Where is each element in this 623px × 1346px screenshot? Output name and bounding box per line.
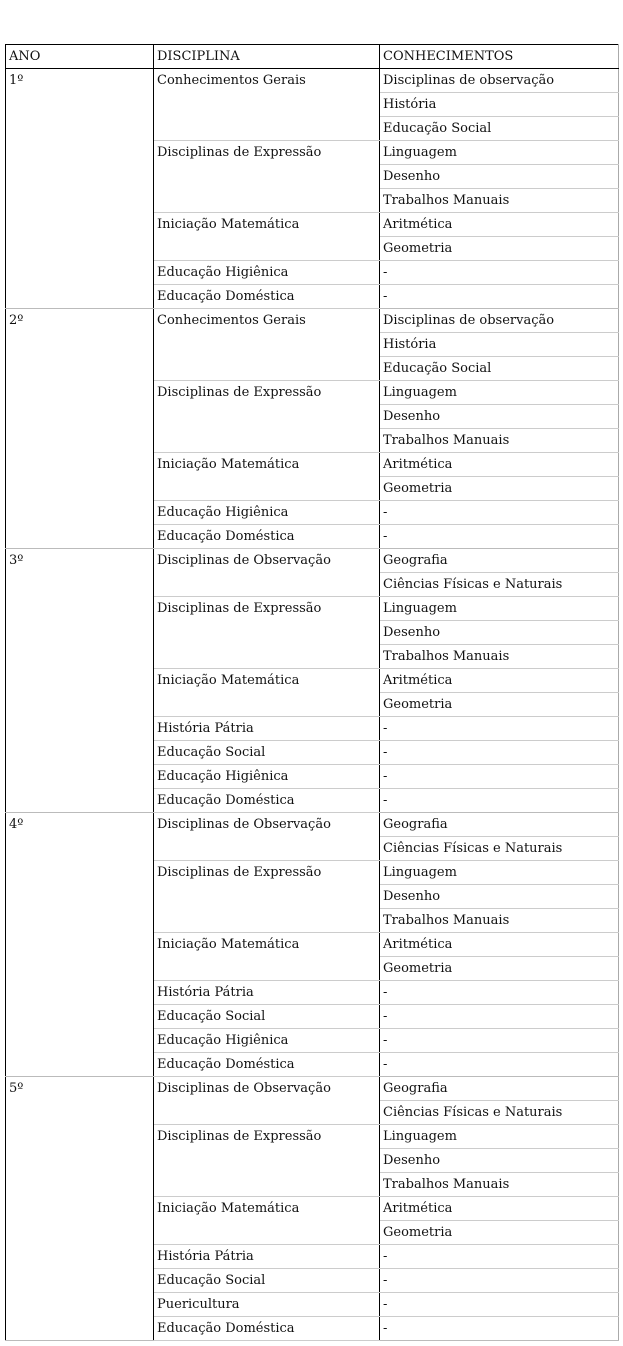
cell-ano (6, 93, 154, 117)
cell-conhecimento: - (380, 1317, 619, 1341)
cell-conhecimento: Disciplinas de observação (380, 309, 619, 333)
cell-disciplina (154, 693, 380, 717)
cell-disciplina (154, 477, 380, 501)
cell-ano (6, 741, 154, 765)
cell-ano (6, 333, 154, 357)
cell-ano (6, 1149, 154, 1173)
table-row (6, 165, 619, 189)
cell-conhecimento: Trabalhos Manuais (380, 189, 619, 213)
cell-ano (6, 765, 154, 789)
cell-conhecimento: Ciências Físicas e Naturais (380, 1101, 619, 1125)
header-disciplina: DISCIPLINA (154, 45, 380, 69)
cell-disciplina: Disciplinas de Expressão (154, 1125, 380, 1149)
cell-disciplina (154, 573, 380, 597)
cell-conhecimento: Aritmética (380, 213, 619, 237)
cell-disciplina: Educação Higiênica (154, 501, 380, 525)
table-row (6, 717, 619, 741)
cell-conhecimento: Aritmética (380, 669, 619, 693)
cell-ano (6, 261, 154, 285)
table-row (6, 1053, 619, 1077)
table-row (6, 1317, 619, 1341)
cell-disciplina: Educação Social (154, 741, 380, 765)
cell-disciplina: Iniciação Matemática (154, 1197, 380, 1221)
cell-ano (6, 1125, 154, 1149)
cell-conhecimento: Geometria (380, 693, 619, 717)
cell-ano (6, 405, 154, 429)
cell-disciplina: Disciplinas de Expressão (154, 381, 380, 405)
cell-ano (6, 669, 154, 693)
cell-disciplina (154, 1173, 380, 1197)
table-row (6, 357, 619, 381)
cell-conhecimento: Geometria (380, 957, 619, 981)
cell-conhecimento: - (380, 1053, 619, 1077)
cell-ano (6, 381, 154, 405)
cell-ano (6, 1029, 154, 1053)
cell-disciplina: Disciplinas de Observação (154, 813, 380, 837)
cell-conhecimento: Desenho (380, 885, 619, 909)
cell-disciplina: Disciplinas de Observação (154, 549, 380, 573)
cell-conhecimento: Trabalhos Manuais (380, 909, 619, 933)
cell-conhecimento: Trabalhos Manuais (380, 1173, 619, 1197)
cell-ano (6, 909, 154, 933)
cell-disciplina: Disciplinas de Expressão (154, 861, 380, 885)
cell-conhecimento: História (380, 93, 619, 117)
cell-disciplina: Disciplinas de Observação (154, 1077, 380, 1101)
cell-conhecimento: - (380, 1269, 619, 1293)
cell-conhecimento: Geometria (380, 477, 619, 501)
cell-disciplina: Educação Doméstica (154, 1317, 380, 1341)
cell-disciplina: Conhecimentos Gerais (154, 69, 380, 93)
cell-disciplina: Educação Higiênica (154, 765, 380, 789)
cell-conhecimento: Educação Social (380, 117, 619, 141)
cell-ano (6, 141, 154, 165)
table-body (6, 69, 619, 1341)
table-row (6, 189, 619, 213)
cell-ano (6, 1317, 154, 1341)
cell-ano (6, 525, 154, 549)
table-row (6, 1101, 619, 1125)
cell-ano (6, 861, 154, 885)
cell-disciplina: Disciplinas de Expressão (154, 141, 380, 165)
cell-conhecimento: Desenho (380, 1149, 619, 1173)
cell-ano (6, 789, 154, 813)
cell-disciplina: Educação Social (154, 1269, 380, 1293)
cell-ano (6, 1053, 154, 1077)
cell-disciplina (154, 1101, 380, 1125)
cell-conhecimento: Geometria (380, 237, 619, 261)
cell-disciplina: Educação Doméstica (154, 789, 380, 813)
table-row (6, 693, 619, 717)
table-row (6, 957, 619, 981)
cell-disciplina: História Pátria (154, 717, 380, 741)
cell-conhecimento: Linguagem (380, 597, 619, 621)
table-row (6, 765, 619, 789)
cell-disciplina (154, 93, 380, 117)
cell-conhecimento: - (380, 717, 619, 741)
cell-conhecimento: Geografia (380, 549, 619, 573)
table-row (6, 117, 619, 141)
cell-ano (6, 1269, 154, 1293)
cell-ano (6, 501, 154, 525)
cell-ano (6, 213, 154, 237)
table-row (6, 1149, 619, 1173)
cell-ano (6, 1197, 154, 1221)
table-row (6, 1173, 619, 1197)
cell-conhecimento: Linguagem (380, 1125, 619, 1149)
table-row (6, 621, 619, 645)
table-row (6, 285, 619, 309)
cell-disciplina (154, 237, 380, 261)
table-row (6, 261, 619, 285)
cell-conhecimento: Trabalhos Manuais (380, 429, 619, 453)
cell-disciplina: Educação Doméstica (154, 525, 380, 549)
table-row (6, 813, 619, 837)
cell-ano (6, 357, 154, 381)
cell-conhecimento: Linguagem (380, 141, 619, 165)
cell-ano: 1º (6, 69, 154, 93)
cell-ano (6, 237, 154, 261)
cell-ano (6, 621, 154, 645)
header-ano: ANO (6, 45, 154, 69)
table-row (6, 237, 619, 261)
cell-disciplina: Educação Doméstica (154, 285, 380, 309)
cell-conhecimento: Ciências Físicas e Naturais (380, 837, 619, 861)
cell-ano (6, 1221, 154, 1245)
cell-conhecimento: - (380, 525, 619, 549)
table-row (6, 405, 619, 429)
table-row (6, 141, 619, 165)
cell-disciplina (154, 837, 380, 861)
cell-disciplina: Iniciação Matemática (154, 453, 380, 477)
cell-disciplina: Iniciação Matemática (154, 933, 380, 957)
cell-conhecimento: Disciplinas de observação (380, 69, 619, 93)
cell-disciplina: História Pátria (154, 981, 380, 1005)
cell-ano (6, 597, 154, 621)
cell-conhecimento: Geometria (380, 1221, 619, 1245)
cell-conhecimento: - (380, 285, 619, 309)
cell-disciplina: Educação Doméstica (154, 1053, 380, 1077)
cell-ano (6, 1245, 154, 1269)
cell-conhecimento: Trabalhos Manuais (380, 645, 619, 669)
table-row (6, 933, 619, 957)
table-row (6, 573, 619, 597)
cell-ano (6, 981, 154, 1005)
table-row (6, 669, 619, 693)
cell-ano (6, 453, 154, 477)
table-row (6, 1293, 619, 1317)
table-row (6, 477, 619, 501)
cell-ano (6, 189, 154, 213)
table-row (6, 309, 619, 333)
table-header (6, 45, 619, 69)
cell-disciplina (154, 357, 380, 381)
table-row (6, 429, 619, 453)
table-row (6, 837, 619, 861)
cell-conhecimento: Linguagem (380, 861, 619, 885)
cell-ano (6, 717, 154, 741)
cell-conhecimento: Aritmética (380, 1197, 619, 1221)
cell-disciplina (154, 117, 380, 141)
cell-disciplina (154, 885, 380, 909)
cell-ano: 2º (6, 309, 154, 333)
table-row (6, 981, 619, 1005)
cell-ano (6, 1005, 154, 1029)
cell-disciplina (154, 621, 380, 645)
cell-ano: 3º (6, 549, 154, 573)
table-row (6, 1005, 619, 1029)
cell-disciplina: Iniciação Matemática (154, 669, 380, 693)
table-row (6, 1197, 619, 1221)
cell-conhecimento: Aritmética (380, 933, 619, 957)
table-row (6, 69, 619, 93)
cell-conhecimento: - (380, 741, 619, 765)
cell-disciplina: Conhecimentos Gerais (154, 309, 380, 333)
cell-ano (6, 429, 154, 453)
table-row (6, 333, 619, 357)
cell-conhecimento: Geografia (380, 1077, 619, 1101)
cell-conhecimento: História (380, 333, 619, 357)
cell-ano (6, 885, 154, 909)
cell-conhecimento: Geografia (380, 813, 619, 837)
cell-disciplina (154, 1149, 380, 1173)
cell-ano (6, 1173, 154, 1197)
cell-conhecimento: - (380, 1005, 619, 1029)
cell-conhecimento: - (380, 501, 619, 525)
cell-ano: 5º (6, 1077, 154, 1101)
table-row (6, 1245, 619, 1269)
cell-disciplina (154, 909, 380, 933)
cell-conhecimento: Desenho (380, 621, 619, 645)
table-row (6, 549, 619, 573)
cell-conhecimento: Aritmética (380, 453, 619, 477)
cell-conhecimento: - (380, 261, 619, 285)
cell-disciplina: Educação Higiênica (154, 261, 380, 285)
cell-disciplina: História Pátria (154, 1245, 380, 1269)
cell-disciplina (154, 1221, 380, 1245)
cell-disciplina (154, 189, 380, 213)
cell-disciplina: Iniciação Matemática (154, 213, 380, 237)
table-row (6, 501, 619, 525)
cell-conhecimento: - (380, 1293, 619, 1317)
table-row (6, 885, 619, 909)
cell-conhecimento: - (380, 1029, 619, 1053)
table-row (6, 597, 619, 621)
cell-conhecimento: Desenho (380, 405, 619, 429)
table-row (6, 741, 619, 765)
cell-disciplina: Disciplinas de Expressão (154, 597, 380, 621)
curriculum-table (5, 44, 619, 1341)
table-row (6, 1077, 619, 1101)
cell-ano (6, 573, 154, 597)
cell-conhecimento: - (380, 1245, 619, 1269)
table-row (6, 1125, 619, 1149)
header-row (6, 45, 619, 69)
cell-ano (6, 165, 154, 189)
table-row (6, 453, 619, 477)
table-row (6, 93, 619, 117)
cell-ano: 4º (6, 813, 154, 837)
cell-ano (6, 837, 154, 861)
cell-ano (6, 1101, 154, 1125)
table-row (6, 525, 619, 549)
cell-disciplina: Educação Social (154, 1005, 380, 1029)
cell-conhecimento: - (380, 789, 619, 813)
cell-disciplina (154, 429, 380, 453)
cell-ano (6, 285, 154, 309)
table-row (6, 909, 619, 933)
cell-ano (6, 933, 154, 957)
table-row (6, 1269, 619, 1293)
cell-conhecimento: Educação Social (380, 357, 619, 381)
cell-disciplina (154, 957, 380, 981)
table-row (6, 381, 619, 405)
cell-disciplina (154, 333, 380, 357)
cell-ano (6, 117, 154, 141)
cell-ano (6, 693, 154, 717)
header-conhecimentos: CONHECIMENTOS (380, 45, 619, 69)
cell-ano (6, 477, 154, 501)
cell-conhecimento: - (380, 981, 619, 1005)
cell-disciplina: Educação Higiênica (154, 1029, 380, 1053)
cell-conhecimento: Linguagem (380, 381, 619, 405)
cell-ano (6, 957, 154, 981)
cell-disciplina (154, 165, 380, 189)
cell-disciplina (154, 645, 380, 669)
table-row (6, 789, 619, 813)
cell-conhecimento: Desenho (380, 165, 619, 189)
cell-ano (6, 645, 154, 669)
cell-conhecimento: - (380, 765, 619, 789)
cell-conhecimento: Ciências Físicas e Naturais (380, 573, 619, 597)
table-row (6, 1029, 619, 1053)
table-row (6, 1221, 619, 1245)
cell-disciplina: Puericultura (154, 1293, 380, 1317)
table-row (6, 861, 619, 885)
table-row (6, 645, 619, 669)
table-row (6, 213, 619, 237)
cell-ano (6, 1293, 154, 1317)
cell-disciplina (154, 405, 380, 429)
